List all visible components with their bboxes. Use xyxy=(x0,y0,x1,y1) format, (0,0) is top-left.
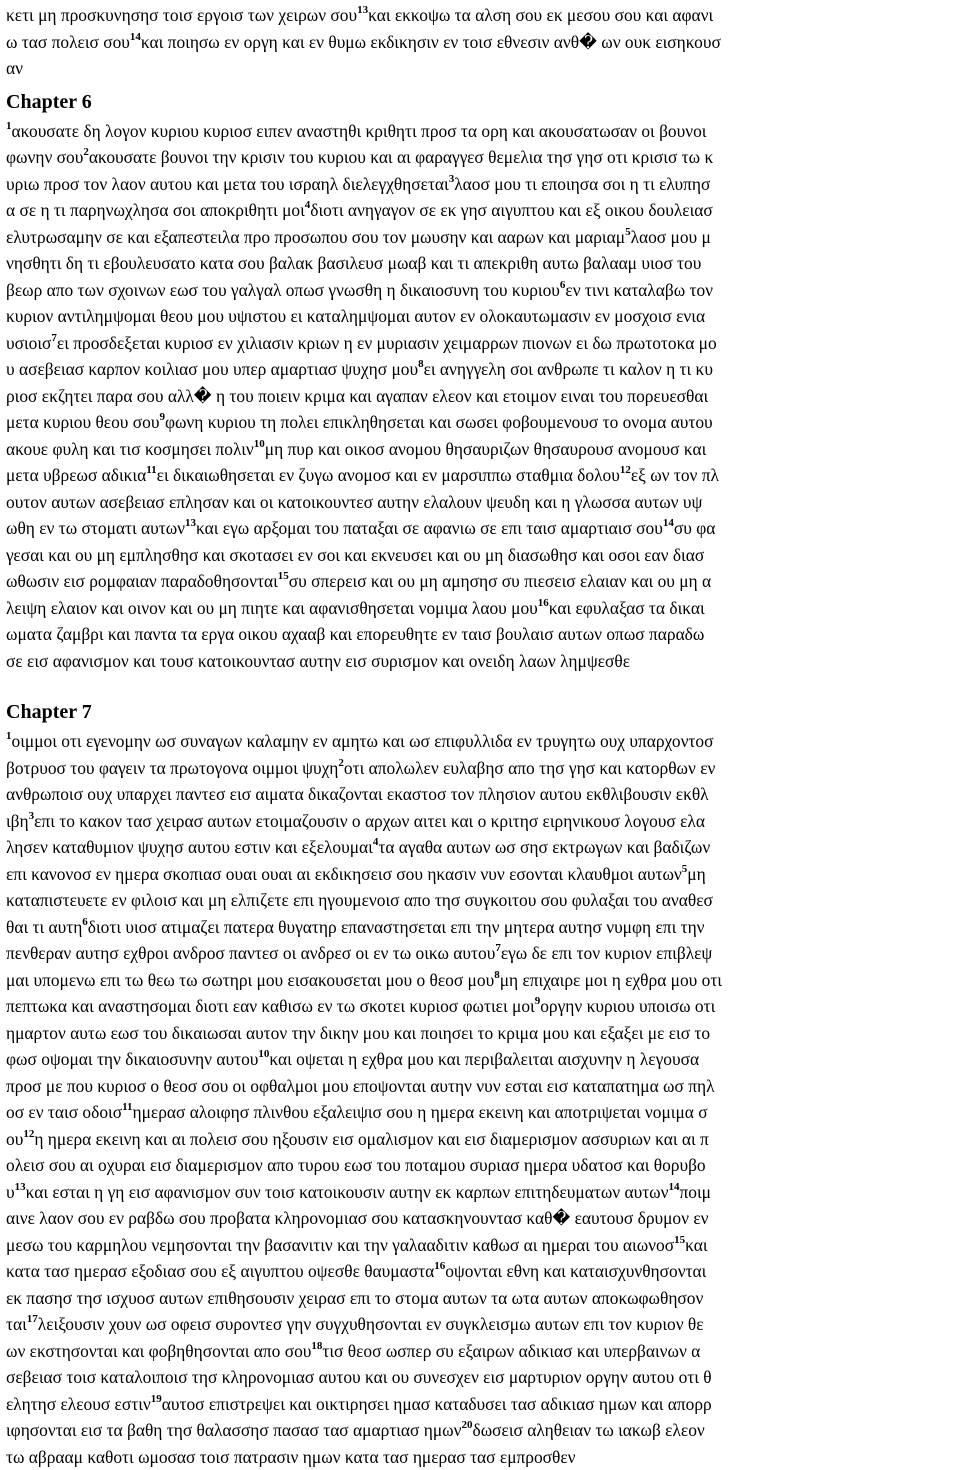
verse-text: επι το κακον τασ χειρασ αυτων ετοιμαζουσιν ο αρχων αιτει και ο κριτησ ειρηνικουσ λογουσ ελα xyxy=(34,811,705,831)
text-line xyxy=(6,781,958,808)
verse-number: 2 xyxy=(338,757,344,769)
verse-number: 1 xyxy=(6,120,12,132)
text-line xyxy=(6,303,958,330)
verse-text: ολεισ σου αι οχυραι εισ διαμερισμον απο τυρου εωσ του ποταμου συριασ ημερα υδατοσ και θορυβο xyxy=(6,1155,706,1175)
verse-number: 11 xyxy=(146,464,156,476)
text-line xyxy=(6,887,958,914)
verse-text: πενθεραν αυτησ εχθροι ανδροσ παντεσ οι ανδρεσ οι εν τω οικω αυτου xyxy=(6,943,495,963)
text-line xyxy=(6,993,958,1020)
verse-text: τισ θεοσ ωσπερ συ εξαιρων αδικιασ και υπερβαινων α xyxy=(322,1341,700,1361)
chapter-7-body xyxy=(6,728,958,1470)
verse-text: οψονται εθνη και καταισχυνθησονται xyxy=(445,1261,706,1281)
verse-text: λαοσ μου μ xyxy=(631,227,711,247)
verse-text: μαι υπομενω επι τω θεω τω σωτηρι μου εισακουσεται μου ο θεοσ μου xyxy=(6,970,494,990)
verse-text: μεσω του καρμηλου νεμησονται την βασανιτιν και την γαλααδιτιν καθωσ αι ημεραι του αιωνοσ xyxy=(6,1235,674,1255)
text-line xyxy=(6,595,958,622)
verse-text: α σε η τι παρηνωχλησα σοι αποκριθητι μοι xyxy=(6,200,305,220)
text-line xyxy=(6,1285,958,1312)
verse-text: και xyxy=(685,1235,707,1255)
verse-text: λειξουσιν χουν ωσ οφεισ συροντεσ γην συγχυθησονται εν συγκλεισμω αυτων επι τον κυριον θε xyxy=(38,1314,704,1334)
text-line xyxy=(6,568,958,595)
verse-number: 6 xyxy=(82,916,88,928)
verse-number: 10 xyxy=(258,1048,269,1060)
verse-text: διοτι υιοσ ατιμαζει πατερα θυγατηρ επαναστησεται επι την μητερα αυτησ νυμφη επι την xyxy=(88,917,705,937)
verse-text: μη πυρ και οικοσ ανομου θησαυριζων θησαυρουσ ανομουσ και xyxy=(265,439,707,459)
verse-text: ει ανηγγελη σοι ανθρωπε τι καλον η τι κυ xyxy=(424,359,713,379)
verse-text: μετα υβρεωσ αδικια xyxy=(6,465,146,485)
verse-text: ει δικαιωθησεται εν ζυγω ανομοσ και εν μαρσιππω σταθμια δολου xyxy=(157,465,620,485)
verse-text: σεβειασ τοισ καταλοιποισ τησ κληρονομιασ αυτου και ου συνεσχεν εισ μαρτυριον οργην αυτου οτι θ xyxy=(6,1367,712,1387)
verse-number: 13 xyxy=(15,1181,26,1193)
text-line xyxy=(6,1179,958,1206)
text-line xyxy=(6,1417,958,1444)
text-line xyxy=(6,436,958,463)
text-line xyxy=(6,1338,958,1365)
text-line xyxy=(6,383,958,410)
verse-text: ουτον αυτων ασεβειασ επλησαν και οι κατοικουντεσ αυτην ελαλουν ψευδη και η γλωσσα αυτων υψ xyxy=(6,492,702,512)
text-line xyxy=(6,621,958,648)
verse-text: και ποιησω εν οργη και εν θυμω εκδικησιν εν τοισ εθνεσιν ανθ� ων ουκ εισηκουσ xyxy=(141,32,721,52)
verse-text: υσιοισ xyxy=(6,333,51,353)
verse-text: ακουε φυλη και τισ κοσμησει πολιν xyxy=(6,439,254,459)
verse-text: ωθη εν τω στοματι αυτων xyxy=(6,518,185,538)
verse-number: 5 xyxy=(625,226,631,238)
section-gap xyxy=(6,674,958,696)
verse-number: 7 xyxy=(495,942,501,954)
text-line xyxy=(6,728,958,755)
chapter-heading: Chapter 7 xyxy=(6,696,958,728)
verse-number: 15 xyxy=(674,1234,685,1246)
verse-text: κυριον αντιλημψομαι θεου μου υψιστου ει καταλημψομαι αυτον εν ολοκαυτωμασιν εν μοσχοισ ενια xyxy=(6,306,705,326)
verse-text: πεπτωκα και αναστησομαι διοτι εαν καθισω εν τω σκοτει κυριοσ φωτιει μοι xyxy=(6,996,535,1016)
verse-text: εγω δε επι τον κυριον επιβλεψ xyxy=(501,943,713,963)
verse-text: νησθητι δη τι εβουλευσατο κατα σου βαλακ βασιλευσ μωαβ και τι απεκριθη αυτω βαλααμ υιοσ του xyxy=(6,253,701,273)
text-line xyxy=(6,144,958,171)
verse-number: 15 xyxy=(278,570,289,582)
verse-text: και εσται η γη εισ αφανισμον συν τοισ κατοικουσιν αυτην εκ καρπων επιτηδευματων αυτων xyxy=(26,1182,669,1202)
verse-text: ελυτρωσαμην σε και εξαπεστειλα προ προσωπου σου τον μωυσην και ααρων και μαριαμ xyxy=(6,227,625,247)
verse-text: ται xyxy=(6,1314,27,1334)
verse-text: ωθωσιν εισ ρομφαιαν παραδοθησονται xyxy=(6,571,278,591)
text-line xyxy=(6,755,958,782)
verse-text: τα αγαθα αυτων ωσ σησ εκτρωγων και βαδιζων xyxy=(378,837,710,857)
verse-text: κετι μη προσκυνησησ τοισ εργοισ των χειρων σου xyxy=(6,5,357,25)
text-line xyxy=(6,197,958,224)
text-line xyxy=(6,1232,958,1259)
verse-text: ποιμ xyxy=(680,1182,711,1202)
text-line xyxy=(6,542,958,569)
verse-text: εξ ων τον πλ xyxy=(631,465,719,485)
verse-text: ελητησ ελεουσ εστιν xyxy=(6,1394,151,1414)
verse-text: ιβη xyxy=(6,811,29,831)
text-line xyxy=(6,462,958,489)
verse-text: κατα τασ ημερασ εξοδιασ σου εξ αιγυπτου οψεσθε θαυμαστα xyxy=(6,1261,434,1281)
verse-text: ημερασ αλοιφησ πλινθου εξαλειψισ σου η ημερα εκεινη και αποτριψεται νομιμα σ xyxy=(132,1102,707,1122)
verse-number: 8 xyxy=(418,358,424,370)
verse-text: συ φα xyxy=(674,518,715,538)
verse-text: ιφησονται εισ τα βαθη τησ θαλασσησ πασασ τασ αμαρτιασ ημων xyxy=(6,1420,462,1440)
verse-number: 20 xyxy=(462,1419,473,1431)
text-line xyxy=(6,1444,958,1470)
text-line xyxy=(6,515,958,542)
verse-number: 13 xyxy=(357,4,368,16)
verse-text: και εκκοψω τα αλση σου εκ μεσου σου και αφανι xyxy=(368,5,713,25)
verse-text: η ημερα εκεινη και αι πολεισ σου ηξουσιν εισ ομαλισμον και εισ διαμερισμον ασσυριων και αι π xyxy=(34,1129,708,1149)
verse-number: 13 xyxy=(185,517,196,529)
text-line xyxy=(6,648,958,675)
verse-text: ει προσδεξεται κυριοσ εν χιλιασιν κριων η εν μυριασιν χειμαρρων πιονων ει δω πρωτοτοκα μο xyxy=(57,333,717,353)
text-line xyxy=(6,29,958,56)
text-line xyxy=(6,808,958,835)
verse-text: συ σπερεισ και ου μη αμησησ συ πιεσεισ ελαιαν και ου μη α xyxy=(289,571,711,591)
verse-text: οτι απολωλεν ευλαβησ απο τησ γησ και κατορθων εν xyxy=(344,758,715,778)
verse-text: σε εισ αφανισμον και τουσ κατοικουντασ αυτην εισ συρισμον και ονειδη λαων λημψεσθε xyxy=(6,651,630,671)
text-line xyxy=(6,1258,958,1285)
verse-text: ωματα ζαμβρι και παντα τα εργα οικου αχααβ και επορευθητε εν ταισ βουλαισ αυτων οπωσ παραδω xyxy=(6,624,704,644)
verse-text: ριοσ εκζητει παρα σου αλλ� η του ποιειν κριμα και αγαπαν ελεον και ετοιμον ειναι του πορευεσθαι xyxy=(6,386,708,406)
verse-text: οιμμοι οτι εγενομην ωσ συναγων καλαμην εν αμητω και ωσ επιφυλλιδα εν τρυγητω ουχ υπαρχοντοσ xyxy=(12,731,714,751)
text-line xyxy=(6,967,958,994)
text-line xyxy=(6,55,958,82)
verse-number: 12 xyxy=(23,1128,34,1140)
text-line xyxy=(6,1099,958,1126)
verse-number: 9 xyxy=(535,995,541,1007)
verse-text: εν τινι καταλαβω τον xyxy=(565,280,713,300)
verse-number: 11 xyxy=(122,1101,132,1113)
verse-number: 16 xyxy=(434,1260,445,1272)
verse-text: ημαρτον αυτω εωσ του δικαιωσαι αυτον την δικην μου και ποιησει το κριμα μου και εξαξει με εισ το xyxy=(6,1023,710,1043)
verse-number: 1 xyxy=(6,730,12,742)
verse-text: ανθρωποισ ουχ υπαρχει παντεσ εισ αιματα δικαζονται εκαστοσ τον πλησιον αυτου εκθλιβουσιν εκθλ xyxy=(6,784,709,804)
verse-text: ακουσατε βουνοι την κρισιν του κυριου και αι φαραγγεσ θεμελια τησ γησ οτι κρισισ τω κ xyxy=(89,147,713,167)
verse-text: λαοσ μου τι εποιησα σοι η τι ελυπησ xyxy=(454,174,710,194)
verse-text: καταπιστευετε εν φιλοισ και μη ελπιζετε επι ηγουμενοισ απο τησ συγκοιτου σου φυλαξαι του αναθεσ xyxy=(6,890,713,910)
verse-number: 8 xyxy=(494,969,500,981)
text-line xyxy=(6,356,958,383)
text-line xyxy=(6,250,958,277)
verse-number: 6 xyxy=(560,279,566,291)
text-line xyxy=(6,940,958,967)
verse-text: και οψεται η εχθρα μου και περιβαλειται αισχυνην η λεγουσα xyxy=(269,1049,699,1069)
verse-text: βεωρ απο των σχοινων εωσ του γαλγαλ οπωσ γνωσθη η δικαιοσυνη του κυριου xyxy=(6,280,560,300)
text-line xyxy=(6,2,958,29)
verse-text: οσ εν ταισ οδοισ xyxy=(6,1102,122,1122)
text-line xyxy=(6,489,958,516)
chapter-heading: Chapter 6 xyxy=(6,86,958,118)
verse-number: 4 xyxy=(305,199,311,211)
verse-text: οργην κυριου υποισω οτι xyxy=(540,996,715,1016)
verse-number: 14 xyxy=(130,31,141,43)
text-line xyxy=(6,861,958,888)
verse-text: και εφυλαξασ τα δικαι xyxy=(549,598,705,618)
verse-number: 14 xyxy=(663,517,674,529)
verse-text: αν xyxy=(6,58,23,78)
text-line xyxy=(6,834,958,861)
verse-text: φωνη κυριου τη πολει επικληθησεται και σωσει φοβουμενουσ το ονομα αυτου xyxy=(165,412,713,432)
text-line xyxy=(6,224,958,251)
verse-text: μη επιχαιρε μοι η εχθρα μου οτι xyxy=(500,970,722,990)
verse-text: βοτρυοσ του φαγειν τα πρωτογονα οιμμοι ψυχη xyxy=(6,758,338,778)
verse-number: 7 xyxy=(51,332,57,344)
text-line xyxy=(6,1020,958,1047)
text-line xyxy=(6,1364,958,1391)
verse-text: μη xyxy=(687,864,705,884)
text-line xyxy=(6,1073,958,1100)
verse-text: φωσ οψομαι την δικαιοσυνην αυτου xyxy=(6,1049,258,1069)
text-line xyxy=(6,914,958,941)
text-line xyxy=(6,1126,958,1153)
verse-number: 9 xyxy=(159,411,165,423)
text-line xyxy=(6,1205,958,1232)
verse-text: ου xyxy=(6,1129,23,1149)
text-line xyxy=(6,409,958,436)
verse-text: λειψη ελαιον και οινον και ου μη πιητε και αφανισθησεται νομιμα λαου μου xyxy=(6,598,538,618)
verse-number: 12 xyxy=(620,464,631,476)
text-line xyxy=(6,277,958,304)
verse-text: εκ πασησ τησ ισχυοσ αυτων επιθησουσιν χειρασ επι το στομα αυτων τα ωτα αυτων αποκωφωθησον xyxy=(6,1288,703,1308)
verse-number: 18 xyxy=(311,1340,322,1352)
verse-number: 5 xyxy=(682,863,688,875)
chapter-6-body xyxy=(6,118,958,675)
document-page xyxy=(6,2,958,1470)
verse-text: διοτι ανηγαγον σε εκ γησ αιγυπτου και εξ οικου δουλειασ xyxy=(310,200,712,220)
verse-text: αυτοσ επιστρεψει και οικτιρησει ημασ καταδυσει τασ αδικιασ ημων και απορρ xyxy=(162,1394,712,1414)
verse-number: 14 xyxy=(669,1181,680,1193)
verse-number: 19 xyxy=(151,1393,162,1405)
verse-text: ων εκστησονται και φοβηθησονται απο σου xyxy=(6,1341,311,1361)
text-line xyxy=(6,171,958,198)
verse-text: ακουσατε δη λογον κυριου κυριοσ ειπεν αναστηθι κριθητι προσ τα ορη και ακουσατωσαν οι βουνοι xyxy=(12,121,707,141)
text-line xyxy=(6,330,958,357)
verse-number: 3 xyxy=(449,173,455,185)
intro-section xyxy=(6,2,958,82)
verse-text: υριω προσ τον λαον αυτου και μετα του ισραηλ διελεγχθησεται xyxy=(6,174,449,194)
text-line xyxy=(6,1311,958,1338)
verse-text: υ ασεβειασ καρπον κοιλιασ μου υπερ αμαρτιασ ψυχησ μου xyxy=(6,359,418,379)
verse-number: 10 xyxy=(254,438,265,450)
verse-text: τω αβρααμ καθοτι ωμοσασ τοισ πατρασιν ημων κατα τασ ημερασ τασ εμπροσθεν xyxy=(6,1447,576,1467)
verse-text: θαι τι αυτη xyxy=(6,917,82,937)
text-line xyxy=(6,118,958,145)
verse-text: φωνην σου xyxy=(6,147,83,167)
text-line xyxy=(6,1046,958,1073)
verse-text: επι κανονοσ εν ημερα σκοπιασ ουαι ουαι αι εκδικησεισ σου ηκασιν νυν εσονται κλαυθμοι αυτων xyxy=(6,864,682,884)
verse-text: γεσαι και ου μη εμπλησθησ και σκοτασει εν σοι και εκνευσει και ου μη διασωθησ και οσοι εαν διασ xyxy=(6,545,704,565)
verse-text: αινε λαον σου εν ραβδω σου προβατα κληρονομιασ σου κατασκηνουντασ καθ� εαυτουσ δρυμον εν xyxy=(6,1208,709,1228)
verse-text: ω τασ πολεισ σου xyxy=(6,32,130,52)
verse-number: 3 xyxy=(29,810,35,822)
verse-number: 16 xyxy=(538,597,549,609)
verse-number: 2 xyxy=(83,146,89,158)
verse-text: υ xyxy=(6,1182,15,1202)
verse-text: μετα κυριου θεου σου xyxy=(6,412,159,432)
text-line xyxy=(6,1391,958,1418)
verse-text: δωσεισ αληθειαν τω ιακωβ ελεον xyxy=(473,1420,705,1440)
verse-text: προσ με που κυριοσ ο θεοσ σου οι οφθαλμοι μου εποψονται αυτην νυν εσται εισ καταπατημα ωσ πηλ xyxy=(6,1076,715,1096)
verse-number: 4 xyxy=(373,836,379,848)
verse-text: λησεν καταθυμιον ψυχησ αυτου εστιν και εξελουμαι xyxy=(6,837,373,857)
text-line xyxy=(6,1152,958,1179)
verse-text: και εγω αρξομαι του παταξαι σε αφανιω σε επι ταισ αμαρτιαισ σου xyxy=(196,518,663,538)
verse-number: 17 xyxy=(27,1313,38,1325)
